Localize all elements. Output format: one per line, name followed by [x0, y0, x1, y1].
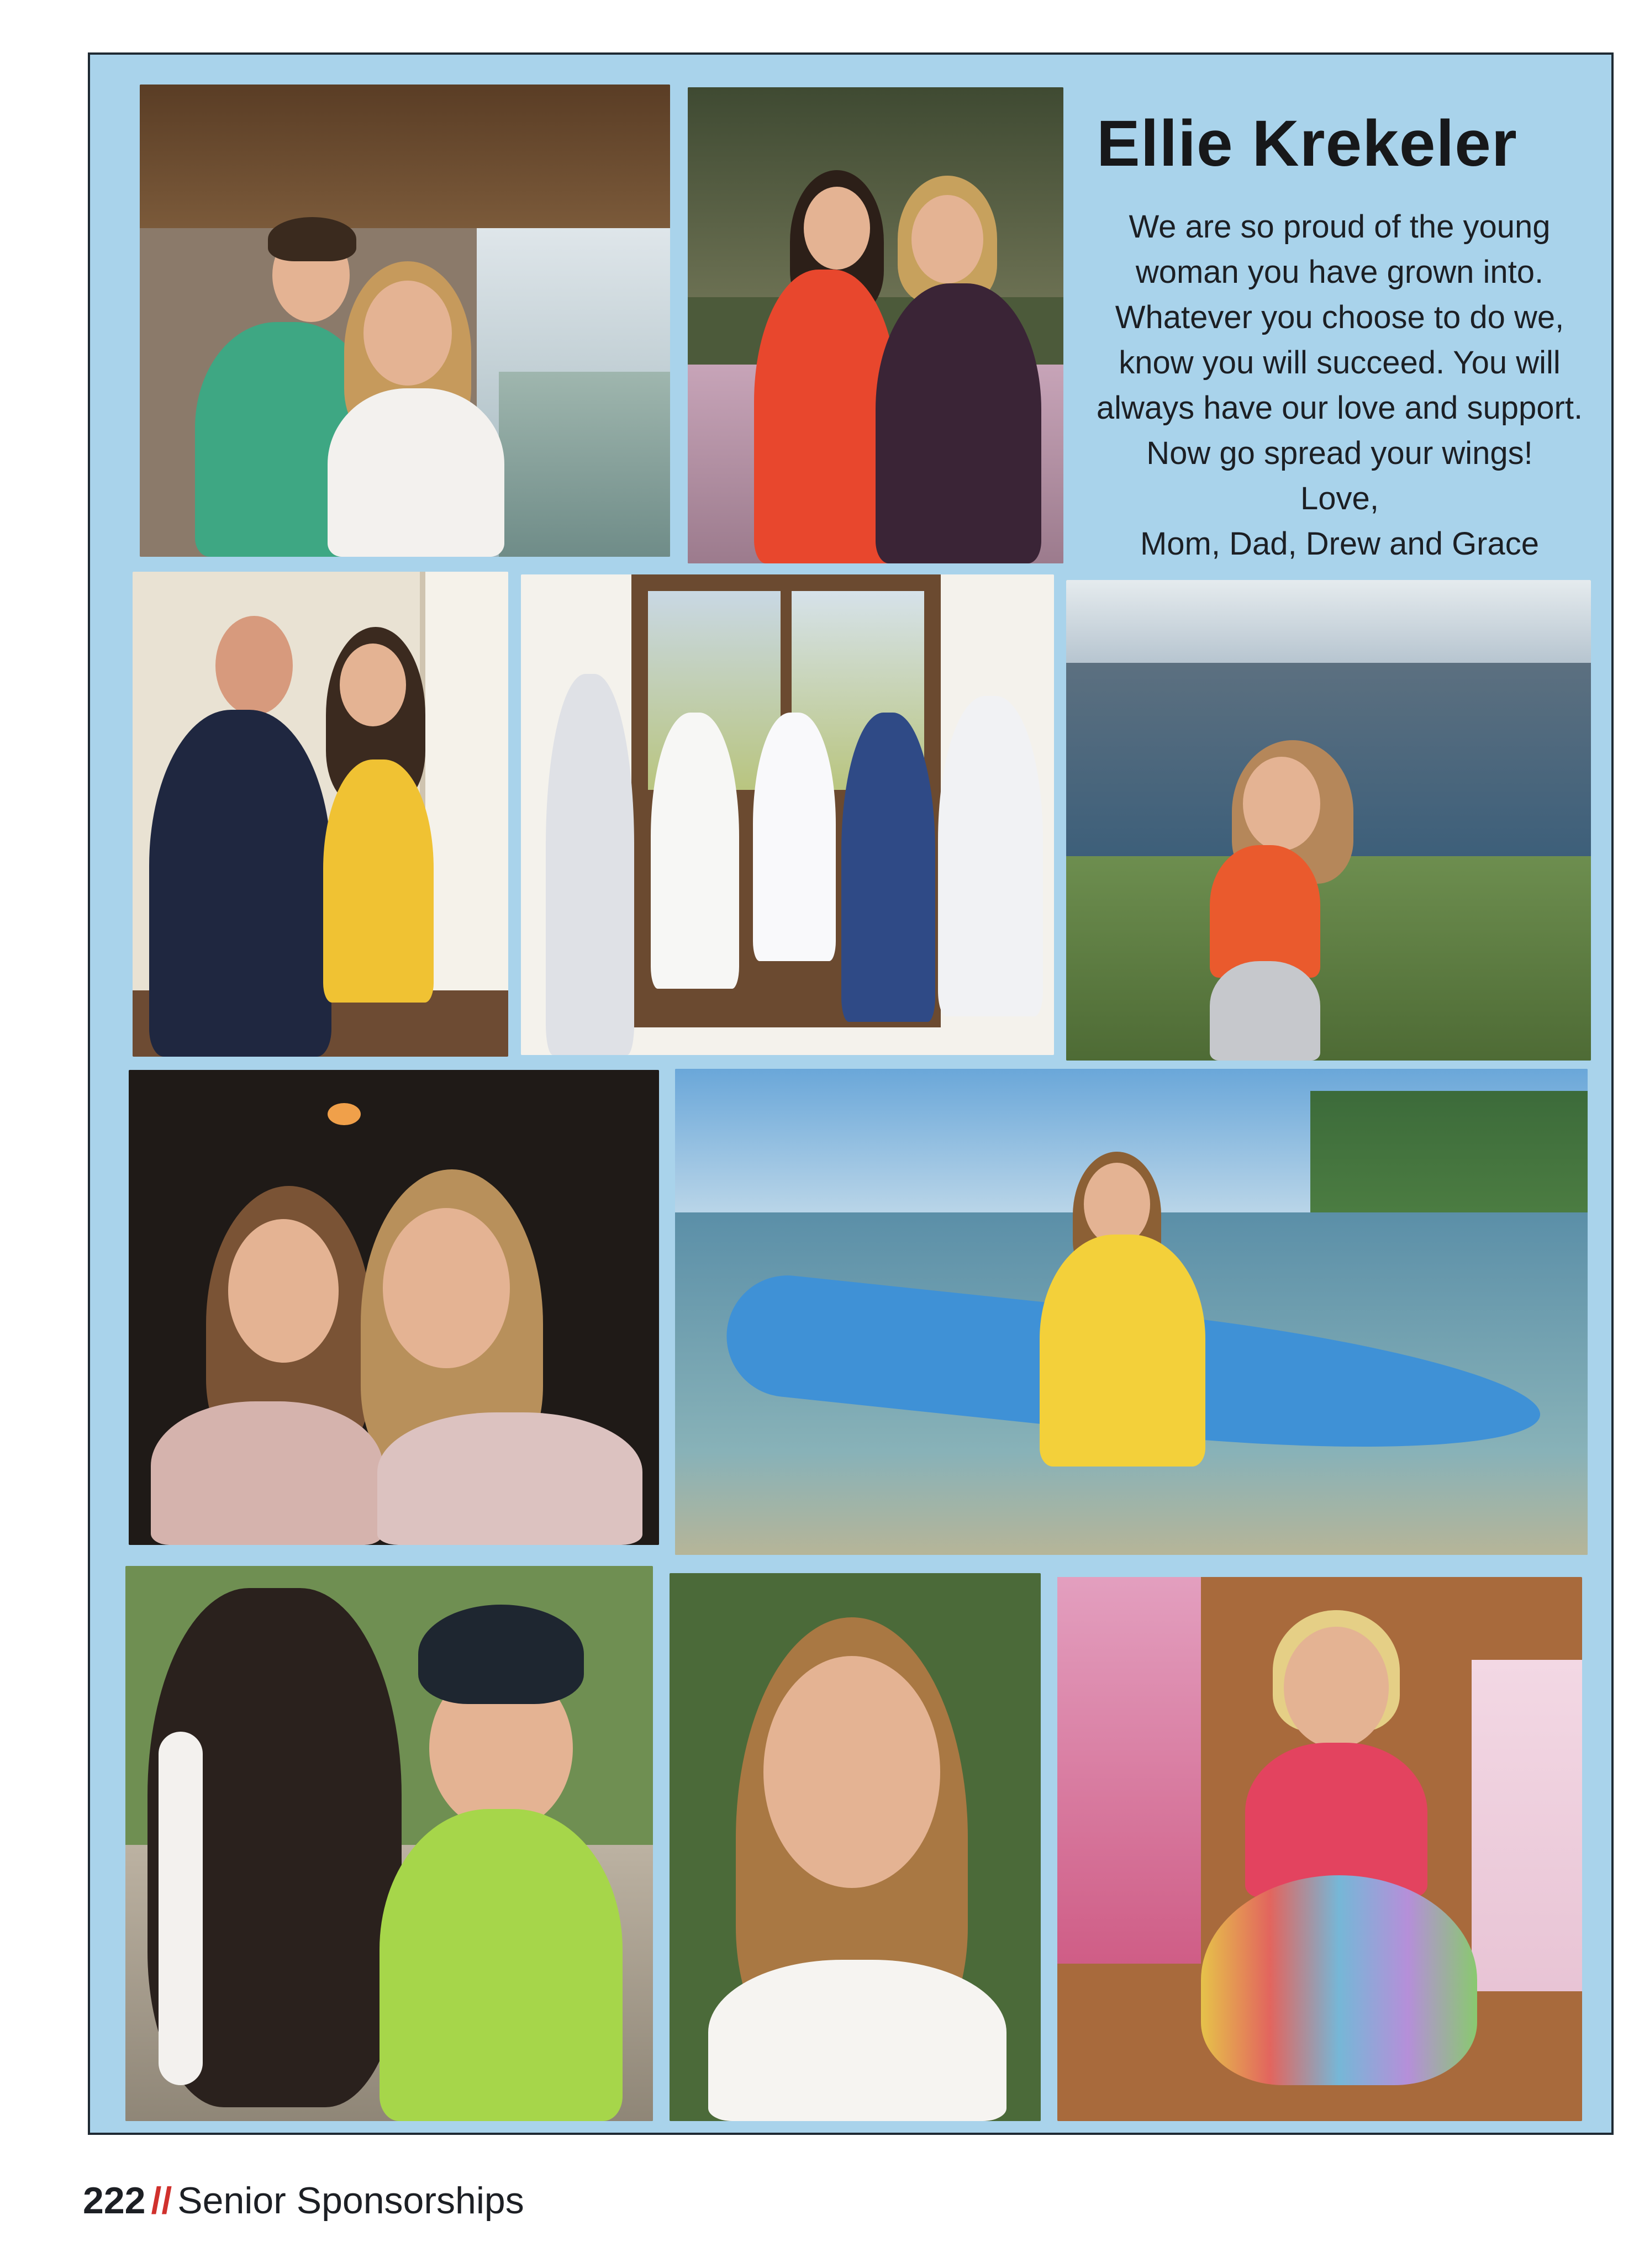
- sponsor-name-title: Ellie Krekeler: [1097, 107, 1517, 180]
- photo-senior-portrait: [670, 1573, 1041, 2121]
- message-line: know you will succeed. You will: [1119, 345, 1561, 381]
- photo-surfboard-beach: [675, 1069, 1588, 1555]
- message-line: Now go spread your wings!: [1146, 435, 1533, 471]
- message-line: Love,: [1300, 481, 1379, 516]
- photo-couple-canal: [140, 85, 670, 557]
- section-title: Senior Sponsorships: [177, 2180, 524, 2222]
- message-line: We are so proud of the young: [1129, 209, 1551, 245]
- photo-sisters-night: [129, 1070, 659, 1545]
- message-line: woman you have grown into.: [1135, 254, 1544, 290]
- footer-separator: //: [151, 2180, 172, 2222]
- photo-family-porch: [521, 574, 1054, 1055]
- message-line: Whatever you choose to do we,: [1115, 299, 1564, 335]
- photo-father-daughter-formal: [133, 572, 508, 1057]
- photo-mother-daughter-garden: [688, 87, 1063, 563]
- message-line: always have our love and support.: [1096, 390, 1583, 426]
- photo-girl-with-horse: [125, 1566, 653, 2121]
- photo-toddler-tutu: [1057, 1577, 1582, 2121]
- page-footer: [83, 2179, 524, 2222]
- message-line: Mom, Dad, Drew and Grace: [1140, 526, 1540, 562]
- sponsor-message: [1077, 204, 1602, 567]
- page-number: 222: [83, 2180, 146, 2222]
- photo-mountain-arms-out: [1066, 580, 1591, 1061]
